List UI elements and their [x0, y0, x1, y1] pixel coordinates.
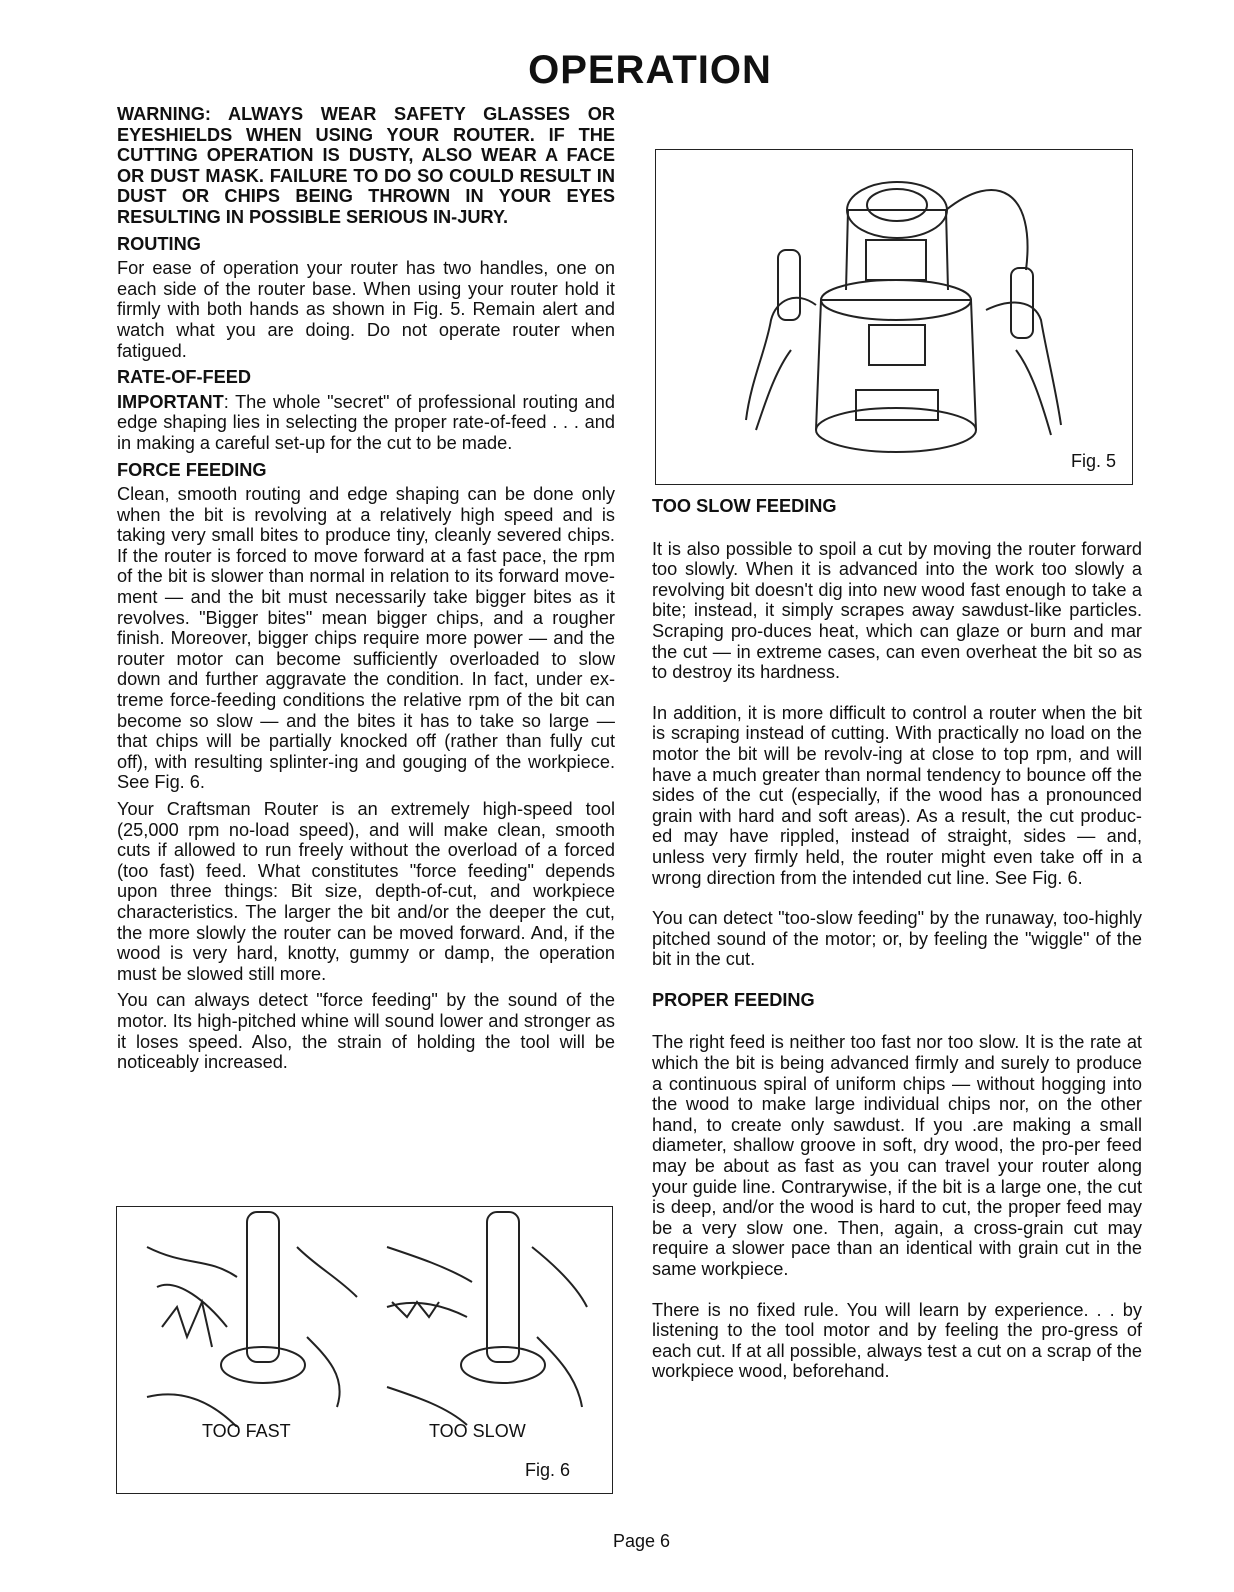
too-slow-feeding-paragraph: In addition, it is more difficult to control a router when the bit is scraping instead of cutting. With practically no load on the motor the bit will be revolv-ing at close to top rpm, and will have a much greater than normal tendency to bounce off the sides of the cut (especially, if the wood has a pronounced grain with hard and soft areas). As a result, the cut produc-ed may have rippled, instead of straight, sides — and, unless very firmly held, the router might even take off in a wrong direction from the intended cut line. See Fig. 6. — [652, 702, 1142, 888]
too-slow-feeding-paragraph: It is also possible to spoil a cut by moving the router forward too slowly. When it is advanced into the work too slowly a revolving bit doesn't dig into new wood fast enough to take a bite; instead, it simply scrapes away sawdust-like particles. Scraping pro-duces heat, which can glaze or burn and mar the cut — in extreme cases, can even overheat the bit so as to destroy its hardness. — [652, 538, 1142, 683]
figure-5 — [655, 149, 1133, 485]
fig-6-label: Fig. 6 — [524, 1460, 570, 1480]
too-slow-caption: TOO SLOW — [429, 1421, 526, 1441]
force-feeding-paragraph: You can always detect "force feeding" by the sound of the motor. Its high-pitched whine will sound lower and stronger as it loses speed. Also, the strain of holding the tool will be noticeably increased. — [117, 990, 615, 1073]
page-title: OPERATION — [528, 48, 772, 92]
right-column — [652, 496, 1142, 1402]
figure-6 — [116, 1206, 613, 1494]
rate-of-feed-heading: RATE-OF-FEED — [117, 367, 252, 388]
proper-feeding-heading: PROPER FEEDING — [652, 989, 815, 1010]
too-fast-caption: TOO FAST — [202, 1421, 291, 1441]
rate-of-feed-text — [117, 392, 615, 454]
feed-rate-illustration — [117, 1207, 612, 1427]
left-column — [117, 104, 615, 1079]
routing-heading: ROUTING — [117, 233, 201, 254]
page-number: Page 6 — [613, 1531, 671, 1551]
proper-feeding-paragraph: There is no fixed rule. You will learn by experience. . . by listening to the tool motor and by feeling the pro-gress of each cut. If at all possible, always test a cut on a scrap of the workpiece wood, beforehand. — [652, 1299, 1142, 1382]
fig-5-label: Fig. 5 — [1070, 451, 1116, 471]
important-label: IMPORTANT — [117, 391, 224, 412]
proper-feeding-paragraph: The right feed is neither too fast nor too slow. It is the rate at which the bit is being advanced firmly and surely to produce a continuous spiral of uniform chips — without hogging into the wood to make large individual chips nor, on the other hand, to create only sawdust. If you .are making a small diameter, shallow groove in soft, dry wood, the pro-per feed may be about as fast as you can travel your router along your guide line. Contrarywise, if the bit is a large one, the cut is deep, and/or the wood is hard to cut, the proper feed may be a very slow one. Then, again, a cross-grain cut may require a slower pace than an identical with grain cut in the same workpiece. — [652, 1032, 1142, 1279]
safety-warning: WARNING: ALWAYS WEAR SAFETY GLASSES OR EYESHIELDS WHEN USING YOUR ROUTER. IF THE CUTTING OPERATION IS DUSTY, ALSO WEAR A FACE OR DUST MASK. FAILURE TO DO SO COULD RESULT IN DUST OR CHIPS BEING THROWN IN YOUR EYES RESULTING IN POSSIBLE SERIOUS IN-JURY. — [117, 104, 615, 227]
force-feeding-paragraph: Your Craftsman Router is an extremely high-speed tool (25,000 rpm no-load speed), and will make clean, smooth cuts if allowed to run freely without the overload of a forced (too fast) feed. What constitutes "force feeding" depends upon three things: Bit size, depth-of-cut, and workpiece characteristics. The larger the bit and/or the deeper the cut, the more slowly the router can be moved forward. And, if the wood is very hard, knotty, gummy or damp, the operation must be slowed still more. — [117, 799, 615, 984]
too-slow-feeding-heading: TOO SLOW FEEDING — [652, 496, 837, 516]
force-feeding-paragraph: Clean, smooth routing and edge shaping can be done only when the bit is revolving at a relatively high speed and is taking very small bites to produce tiny, cleanly severed chips. If the router is forced to move forward at a fast pace, the rpm of the bit is slower than normal in relation to its forward move-ment — and the bit must necessarily take bigger bites as it revolves. "Bigger bites" mean bigger chips, and a rougher finish. Moreover, bigger chips require more power — and the router motor can become sufficiently overloaded to slow down and further aggravate the condition. In fact, under ex-treme force-feeding conditions the relative rpm of the bit can become so slow — and the bites it has to take so large — that chips will be partially knocked off (rather than fully cut off), with resulting splinter-ing and gouging of the workpiece. See Fig. 6. — [117, 484, 615, 793]
rate-of-feed-body: : The whole "secret" of professional routing and edge shaping lies in selecting the proper rate-of-feed . . . and in making a careful set-up for the cut to be made. — [117, 391, 615, 453]
too-slow-feeding-paragraph: You can detect "too-slow feeding" by the runaway, too-highly pitched sound of the motor; or, by feeling the "wiggle" of the bit in the cut. — [652, 908, 1142, 970]
router-illustration — [656, 150, 1132, 484]
routing-text: For ease of operation your router has two handles, one on each side of the router base. When using your router hold it firmly with both hands as shown in Fig. 5. Remain alert and watch what you are doing. Do not operate router when fatigued. — [117, 258, 615, 361]
force-feeding-heading: FORCE FEEDING — [117, 459, 267, 480]
